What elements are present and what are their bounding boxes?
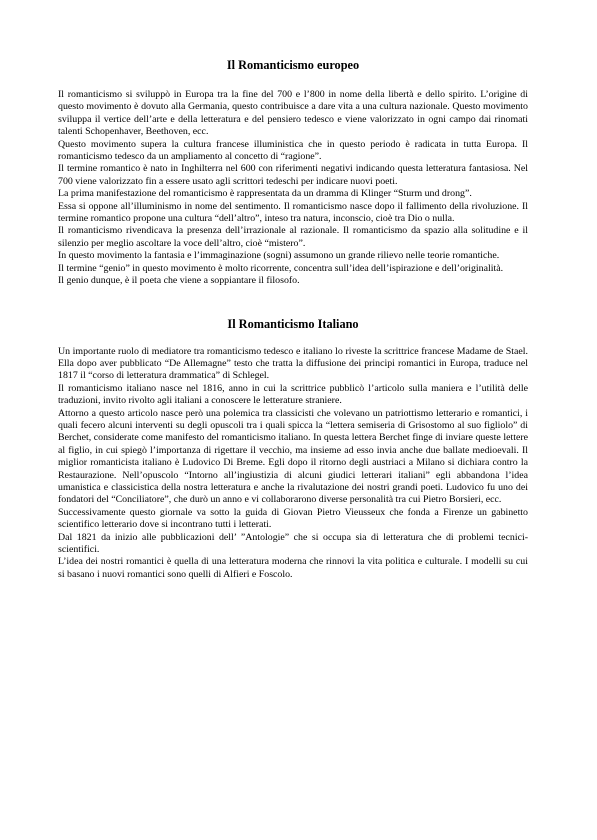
paragraph: Successivamente questo giornale va sotto la guida di Giovan Pietro Vieusseux che fonda a Firenze un gabinetto scientifico letterario dove si incontrano tutti i letterati. <box>58 506 528 531</box>
paragraph: Il romanticismo italiano nasce nel 1816, anno in cui la scrittrice pubblicò l’articolo sulla maniera e l’utilità delle traduzioni, invito rivolto agli italiani a conoscere le letterature straniere. <box>58 382 528 407</box>
paragraph: Il genio dunque, è il poeta che viene a soppiantare il filosofo. <box>58 275 300 287</box>
paragraph: Il romanticismo rivendicava la presenza dell’irrazionale al razionale. Il romanticismo da spazio alla solitudine e il silenzio per meglio ascoltare la voce dell’altro, cioè “mistero”. <box>58 225 528 249</box>
paragraph: Questo movimento supera la cultura francese illuministica che in questo periodo è radicata in tutta Europa. Il romanticismo tedesco da un ampliamento al concetto di “ragione”. <box>58 138 528 163</box>
paragraph: La prima manifestazione del romanticismo è rappresentata da un dramma di Klinger “Sturm und drong”. <box>58 188 472 200</box>
paragraph: Il romanticismo si sviluppò in Europa tra la fine del 700 e l’800 in nome della libertà e dello spirito. L’origine di questo movimento è dovuto alla Germania, questo contribuisce a dare vita a una cultura nazionale. Questo movimento sviluppa il vertice dell’arte e della letteratura e del pensiero tedesco e viene valorizzato in ogni campo dai rinomati talenti Schopenhaver, Beethoven, ecc. <box>58 89 528 138</box>
paragraph: Il termine “genio” in questo movimento è molto ricorrente, concentra sull’idea dell’ispirazione e dell’originalità. <box>58 262 504 274</box>
paragraph: Attorno a questo articolo nasce però una polemica tra classicisti che volevano un patriottismo letterario e romantici, i quali fecero alcuni interventi su degli opuscoli tra i quali spicca la “lettera semiseria di Grisostomo al suo figliolo” di Berchet, considerate come manifesto del romanticismo italiano. In questa lettera Berchet finge di inviare queste lettere al figlio, in cui spiegò l’importanza di rigettare il vecchio, ma insieme ad esso invia anche due ballate medioevali. Il miglior romanticista italiano è Ludovico Di Breme. Egli dopo il ritorno degli austriaci a Milano si dichiara contro la Restaurazione. Nell’opuscolo “Intorno all’ingiustizia di alcuni giudici letterari italiani” egli abbandona l’idea umanistica e classicistica della nostra letteratura e anche la rivalutazione dei nostri grandi poeti. Ludovico fu uno dei fondatori del “Conciliatore”, che durò un anno e vi collaborarono diverse personalità tra cui Pietro Borsieri, ecc. <box>58 407 528 506</box>
paragraph: Il termine romantico è nato in Inghilterra nel 600 con riferimenti negativi indicando questa letteratura fantasiosa. Nel 700 viene valorizzato fin a essere usato agli scrittori tedeschi per indicare nuovi poeti. <box>58 163 528 187</box>
paragraph: Essa si oppone all’illuminismo in nome del sentimento. Il romanticismo nasce dopo il fallimento della rivoluzione. Il termine romantico propone una cultura “dell’altro”, inteso tra natura, inconscio, cioè tra Dio o nulla. <box>58 200 528 225</box>
section-title-romanticismo-italiano: Il Romanticismo Italiano <box>227 316 359 331</box>
paragraph: Dal 1821 da inizio alle pubblicazioni dell’ ”Antologie” che si occupa sia di letteratura che di problemi tecnici-scientifici. <box>58 531 528 555</box>
paragraph: In questo movimento la fantasia e l’immaginazione (sogni) assumono un grande rilievo nelle teorie romantiche. <box>58 250 500 262</box>
paragraph: L’idea dei nostri romantici è quella di una letteratura moderna che rinnovi la vita politica e culturale. I modelli su cui si basano i nuovi romantici sono quelli di Alfieri e Foscolo. <box>58 556 528 580</box>
paragraph: Un importante ruolo di mediatore tra romanticismo tedesco e italiano lo riveste la scrittrice francese Madame de Stael. Ella dopo aver pubblicato “De Allemagne” testo che tratta la diffusione dei principi romantici in Europa, traduce nel 1817 il “corso di letteratura drammatica” di Schlegel. <box>58 345 528 382</box>
section-title-romanticismo-europeo: Il Romanticismo europeo <box>226 58 360 72</box>
